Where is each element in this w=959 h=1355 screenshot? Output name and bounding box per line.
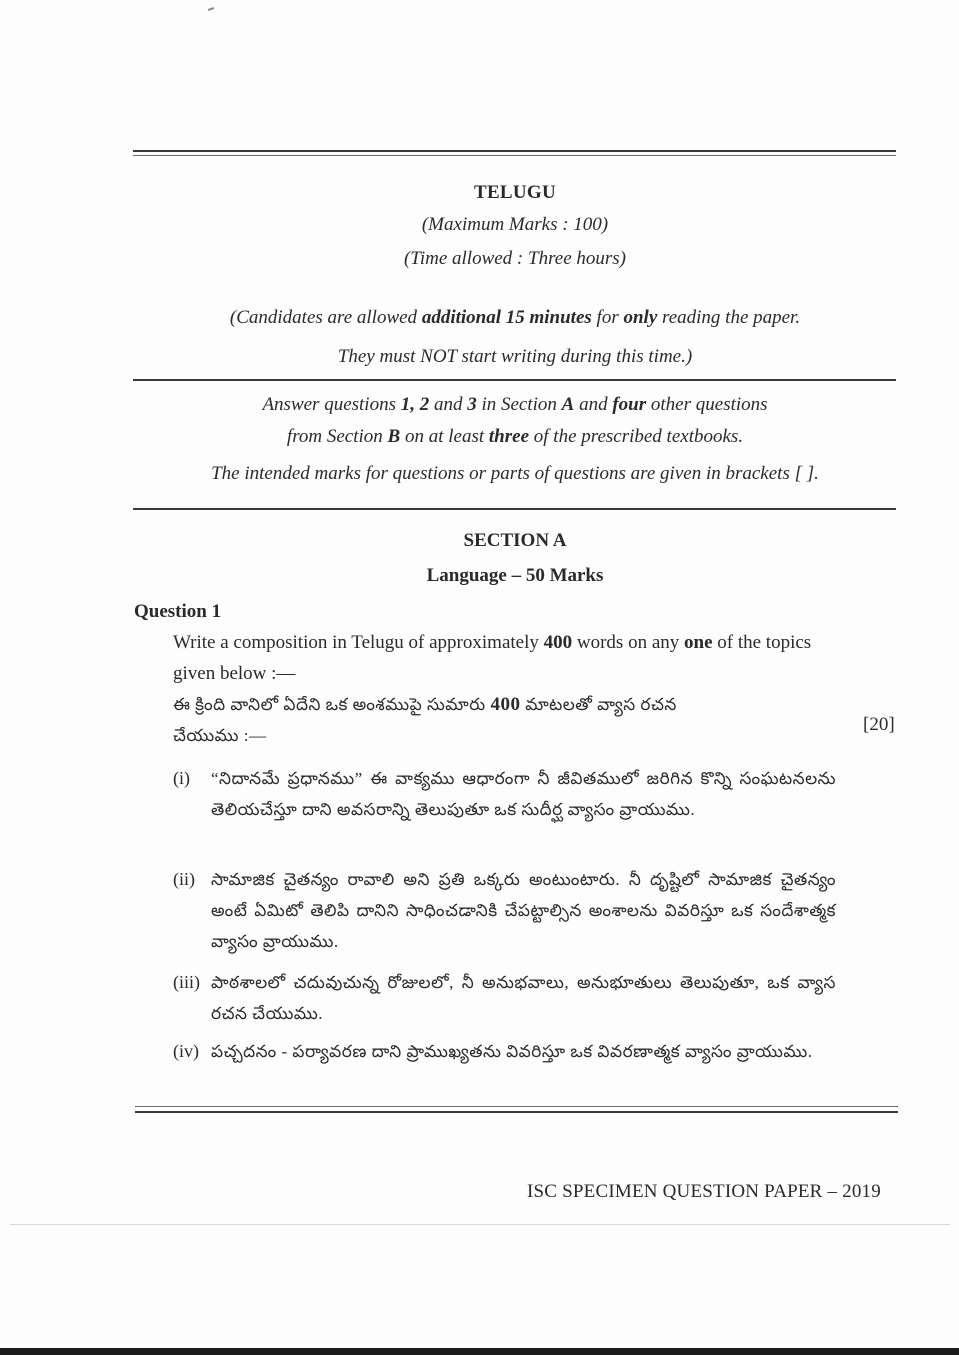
question-marks: [20] [863, 714, 895, 735]
topic-text: “నిదానమే ప్రధానము” ఈ వాక్యము ఆధారంగా నీ జీవితములో జరిగిన కొన్ని సంఘటనలను తెలియచేస్తూ దాని అవసరాన్ని తెలుపుతూ ఒక సుదీర్ఘ వ్యాసం వ్రాయుము. [211, 769, 836, 819]
topic-item [173, 1036, 838, 1098]
question-english-prompt [173, 627, 853, 689]
instructions-line3: The intended marks for questions or parts of questions are given in brackets [ ]. [211, 463, 819, 484]
scan-bottom-edge [0, 1348, 959, 1355]
scan-mark [208, 7, 214, 11]
topic-number: (iii) [173, 972, 200, 992]
english-line2: given below :— [173, 663, 296, 684]
divider-rule [133, 379, 896, 381]
page-footer: ISC SPECIMEN QUESTION PAPER – 2019 [527, 1181, 881, 1202]
instructions-line1: Answer questions 1, 2 and 3 in Section A and four other questions [262, 394, 768, 415]
question-telugu-prompt [173, 689, 838, 751]
telugu-line2: చేయుము :— [173, 726, 267, 745]
topic-number: (ii) [173, 869, 195, 889]
time-allowed: (Time allowed : Three hours) [403, 248, 626, 269]
topic-number: (iv) [173, 1041, 199, 1061]
topic-item [173, 967, 838, 1029]
reading-note-line1: (Candidates are allowed additional 15 minutes for only reading the paper. [229, 307, 801, 328]
reading-note-line2: They must NOT start writing during this time.) [337, 346, 693, 367]
maximum-marks: (Maximum Marks : 100) [421, 214, 609, 235]
topic-text: సామాజిక చైతన్యం రావాలి అని ప్రతి ఒక్కరు అంటుంటారు. నీ దృష్టిలో సామాజిక చైతన్యం అంటే ఏమిటో తెలిపి దానిని సాధించడానికి చేపట్టాల్సిన అంశాలను వివరిస్తూ ఒక సందేశాత్మక వ్యాసం వ్రాయుము. [211, 870, 836, 951]
topic-text: పచ్చదనం - పర్యావరణ దాని ప్రాముఖ్యతను వివరిస్తూ ఒక వివరణాత్మక వ్యాసం వ్రాయుము. [211, 1042, 813, 1061]
question-label: Question 1 [134, 601, 222, 622]
section-title: SECTION A [463, 530, 567, 551]
topic-number: (i) [173, 768, 190, 788]
scan-artifact-line [10, 1224, 950, 1225]
english-line1: Write a composition in Telugu of approximately 400 words on any one of the topics [173, 632, 812, 653]
divider-rule [133, 508, 896, 510]
topic-item [173, 763, 838, 858]
section-subtitle: Language – 50 Marks [426, 565, 604, 586]
instructions-line2: from Section B on at least three of the prescribed textbooks. [286, 426, 744, 447]
subject-title: TELUGU [473, 182, 557, 203]
topic-item [173, 864, 838, 959]
telugu-line1: ఈ క్రింది వానిలో ఏదేని ఒక అంశముపై సుమారు 400 మాటలతో వ్యాస రచన [173, 694, 677, 715]
topic-text: పాఠశాలలో చదువుచున్న రోజులలో, నీ అనుభవాలు, అనుభూతులు తెలుపుతూ, ఒక వ్యాస రచన చేయుము. [211, 973, 836, 1023]
